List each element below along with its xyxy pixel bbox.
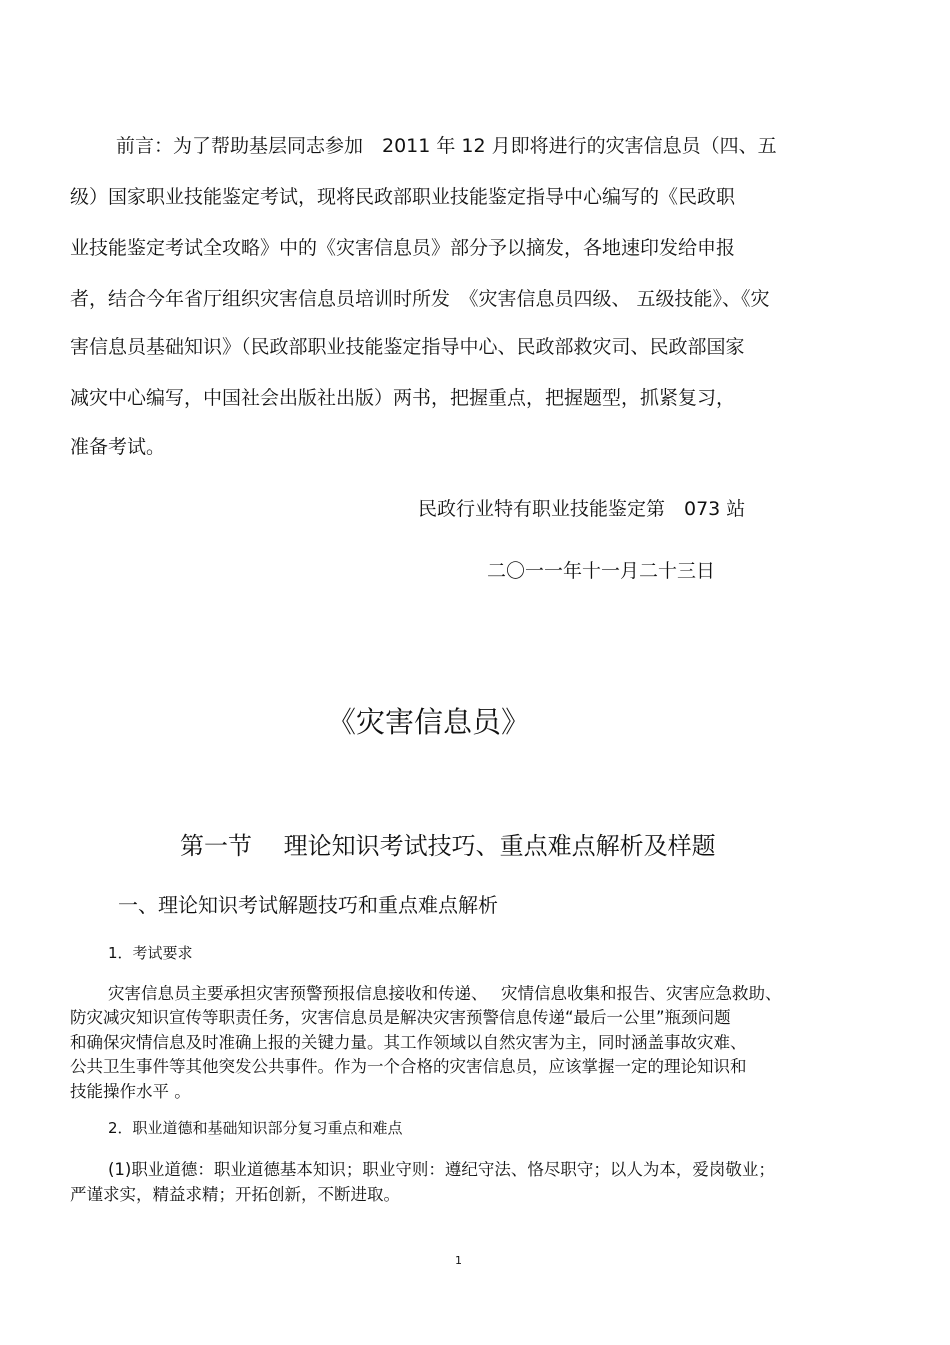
item1-line-1: 灾害信息员主要承担灾害预警预报信息接收和传递、 灾情信息收集和报告、灾害应急救助、 xyxy=(108,984,782,1003)
document-title: 《灾害信息员》 xyxy=(327,705,531,739)
preface-date: 二〇一一年十一月二十三日 xyxy=(487,560,716,582)
preface-line-2: 级）国家职业技能鉴定考试，现将民政部职业技能鉴定指导中心编写的《民政职 xyxy=(70,186,736,208)
item2-line-2: 严谨求实，精益求精；开拓创新，不断进取。 xyxy=(70,1185,400,1204)
item2-heading: 2．职业道德和基础知识部分复习重点和难点 xyxy=(108,1119,403,1137)
preface-line-3: 业技能鉴定考试全攻略》中的《灾害信息员》部分予以摘发，各地速印发给申报 xyxy=(70,237,736,259)
subsection-title: 一、理论知识考试解题技巧和重点难点解析 xyxy=(118,893,498,917)
item1-line-5: 技能操作水平 。 xyxy=(70,1082,191,1101)
preface-line-7: 准备考试。 xyxy=(70,436,166,458)
preface-line-4: 者，结合今年省厅组织灾害信息员培训时所发 《灾害信息员四级、 五级技能》、《灾 xyxy=(70,288,770,310)
preface-signature: 民政行业特有职业技能鉴定第 073 站 xyxy=(418,498,746,520)
preface-line-5: 害信息员基础知识》（民政部职业技能鉴定指导中心、民政部救灾司、民政部国家 xyxy=(70,336,745,358)
item2-line-1: (1)职业道德：职业道德基本知识；职业守则：遵纪守法、恪尽职守；以人为本，爱岗敬业； xyxy=(108,1160,775,1179)
section-title: 第一节 理论知识考试技巧、重点难点解析及样题 xyxy=(180,832,716,860)
preface-line-1: 前言：为了帮助基层同志参加 2011 年 12 月即将进行的灾害信息员（四、五 xyxy=(116,135,777,157)
page-number: 1 xyxy=(455,1254,462,1267)
item1-line-3: 和确保灾情信息及时准确上报的关键力量。其工作领域以自然灾害为主，同时涵盖事故灾难、 xyxy=(70,1033,747,1052)
item1-line-2: 防灾减灾知识宣传等职责任务，灾害信息员是解决灾害预警信息传递“最后一公里”瓶颈问题 xyxy=(70,1008,731,1027)
preface-line-6: 减灾中心编写，中国社会出版社出版）两书，把握重点，把握题型，抓紧复习， xyxy=(70,387,736,409)
item1-line-4: 公共卫生事件等其他突发公共事件。作为一个合格的灾害信息员，应该掌握一定的理论知识和 xyxy=(70,1057,747,1076)
item1-heading: 1．考试要求 xyxy=(108,944,193,962)
